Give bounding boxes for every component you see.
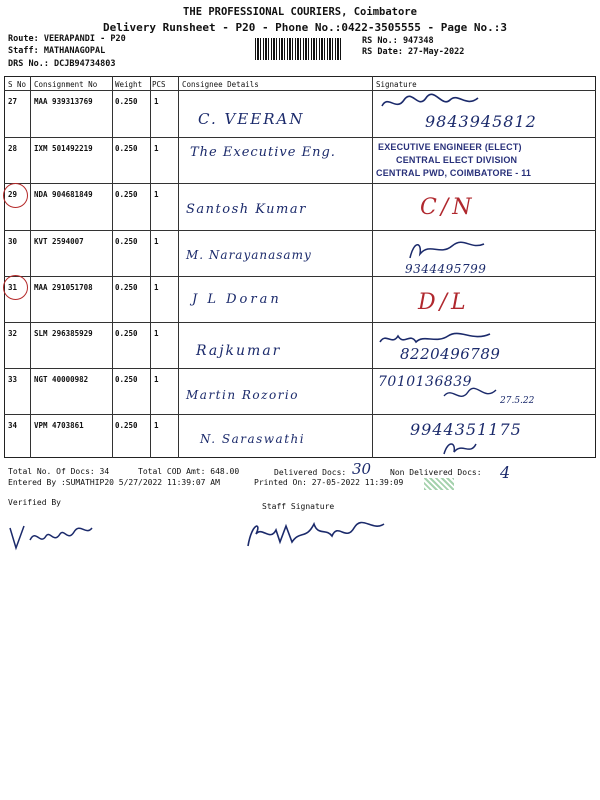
consignee-handwriting: M. Narayanasamy <box>186 248 312 262</box>
delivered-label: Delivered Docs: <box>274 468 347 477</box>
row-divider <box>4 230 596 231</box>
col-divider <box>30 76 31 458</box>
row-consignment: VPM 4703861 <box>34 421 84 430</box>
row-sno: 27 <box>8 97 18 106</box>
row-divider <box>4 183 596 184</box>
row-weight: 0.250 <box>115 97 138 106</box>
row-weight: 0.250 <box>115 329 138 338</box>
header-pcs: PCS <box>152 80 166 89</box>
consignee-handwriting: N. Saraswathi <box>200 432 306 446</box>
row-consignment: MAA 291051708 <box>34 283 93 292</box>
header-signature: Signature <box>376 80 417 89</box>
row-consignment: IXM 501492219 <box>34 144 93 153</box>
row-pcs: 1 <box>154 190 159 199</box>
non-delivered-count: 4 <box>500 463 511 482</box>
row-pcs: 1 <box>154 97 159 106</box>
header-consignee: Consignee Details <box>182 80 259 89</box>
row-divider <box>4 368 596 369</box>
row-consignment: NDA 904681849 <box>34 190 93 199</box>
verified-by-label: Verified By <box>8 498 61 507</box>
row-pcs: 1 <box>154 144 159 153</box>
col-divider <box>150 76 151 458</box>
row-divider <box>4 322 596 323</box>
runsheet-subtitle: Delivery Runsheet - P20 - Phone No.:0422-3505555 - Page No.:3 <box>103 21 507 34</box>
signature-scribble <box>378 92 488 114</box>
row-weight: 0.250 <box>115 283 138 292</box>
staff-label: Staff: MATHANAGOPAL <box>8 46 106 56</box>
row-consignment: NGT 40000982 <box>34 375 89 384</box>
signature-handwriting: 9344495799 <box>405 262 487 276</box>
company-title: THE PROFESSIONAL COURIERS, Coimbatore <box>183 6 417 18</box>
row-sno: 29 <box>8 190 18 199</box>
rs-number: RS No.: 947348 <box>362 36 434 46</box>
col-divider <box>112 76 113 458</box>
col-divider <box>178 76 179 458</box>
signature-scribble <box>376 330 496 348</box>
delivered-count: 30 <box>352 460 372 478</box>
row-sno: 34 <box>8 421 18 430</box>
row-sno: 31 <box>8 283 18 292</box>
stamp-line-2: CENTRAL ELECT DIVISION <box>396 155 518 165</box>
signature-handwriting: D/L <box>418 290 470 315</box>
row-pcs: 1 <box>154 283 159 292</box>
stamp-line-3: CENTRAL PWD, COIMBATORE - 11 <box>376 168 532 178</box>
drs-label: DRS No.: DCJB94734803 <box>8 59 116 69</box>
row-consignment: SLM 296385929 <box>34 329 93 338</box>
consignee-handwriting: Santosh Kumar <box>186 202 307 217</box>
consignee-handwriting: Martin Rozorio <box>186 388 299 402</box>
signature-date: 27.5.22 <box>500 396 535 406</box>
row-weight: 0.250 <box>115 375 138 384</box>
non-delivered-label: Non Delivered Docs: <box>390 468 482 477</box>
signature-handwriting: C/N <box>420 195 476 220</box>
route-label: Route: VEERAPANDI - P20 <box>8 34 126 44</box>
signature-scribble <box>400 236 490 262</box>
consignee-handwriting: C. VEERAN <box>198 110 305 128</box>
staff-signature-label: Staff Signature <box>262 502 335 511</box>
entered-by: Entered By :SUMATHIP20 5/27/2022 11:39:07 AM <box>8 478 220 487</box>
verifier-signature <box>6 518 96 554</box>
row-sno: 33 <box>8 375 18 384</box>
signature-handwriting: 8220496789 <box>400 345 501 363</box>
row-consignment: MAA 939313769 <box>34 97 93 106</box>
row-weight: 0.250 <box>115 421 138 430</box>
header-weight: Weight <box>115 80 143 89</box>
row-pcs: 1 <box>154 421 159 430</box>
green-mark <box>424 478 454 490</box>
consignee-handwriting: The Executive Eng. <box>190 145 336 160</box>
row-divider <box>4 137 596 138</box>
row-consignment: KVT 2594007 <box>34 237 84 246</box>
row-divider <box>4 90 596 91</box>
row-divider <box>4 414 596 415</box>
header-sno: S No <box>8 80 27 89</box>
barcode <box>255 38 343 60</box>
stamp-line-1: EXECUTIVE ENGINEER (ELECT) <box>378 142 522 152</box>
consignee-handwriting: Rajkumar <box>196 343 282 359</box>
row-divider <box>4 276 596 277</box>
signature-handwriting: 9944351175 <box>410 420 522 439</box>
signature-handwriting: 7010136839 <box>378 374 473 390</box>
printed-on: Printed On: 27-05-2022 11:39:09 <box>254 478 404 487</box>
staff-signature <box>242 512 392 552</box>
row-pcs: 1 <box>154 375 159 384</box>
consignee-handwriting: J L Doran <box>192 292 282 307</box>
col-divider <box>372 76 373 458</box>
row-pcs: 1 <box>154 237 159 246</box>
header-consignment: Consignment No <box>34 80 98 89</box>
rs-date: RS Date: 27-May-2022 <box>362 47 465 57</box>
total-docs: Total No. Of Docs: 34 <box>8 467 110 476</box>
row-sno: 28 <box>8 144 18 153</box>
signature-scribble <box>440 386 500 406</box>
row-weight: 0.250 <box>115 144 138 153</box>
total-cod: Total COD Amt: 648.00 <box>138 467 240 476</box>
row-sno: 30 <box>8 237 18 246</box>
row-sno: 32 <box>8 329 18 338</box>
signature-handwriting: 9843945812 <box>425 112 537 131</box>
row-pcs: 1 <box>154 329 159 338</box>
signature-scribble <box>440 438 480 458</box>
row-weight: 0.250 <box>115 237 138 246</box>
row-weight: 0.250 <box>115 190 138 199</box>
